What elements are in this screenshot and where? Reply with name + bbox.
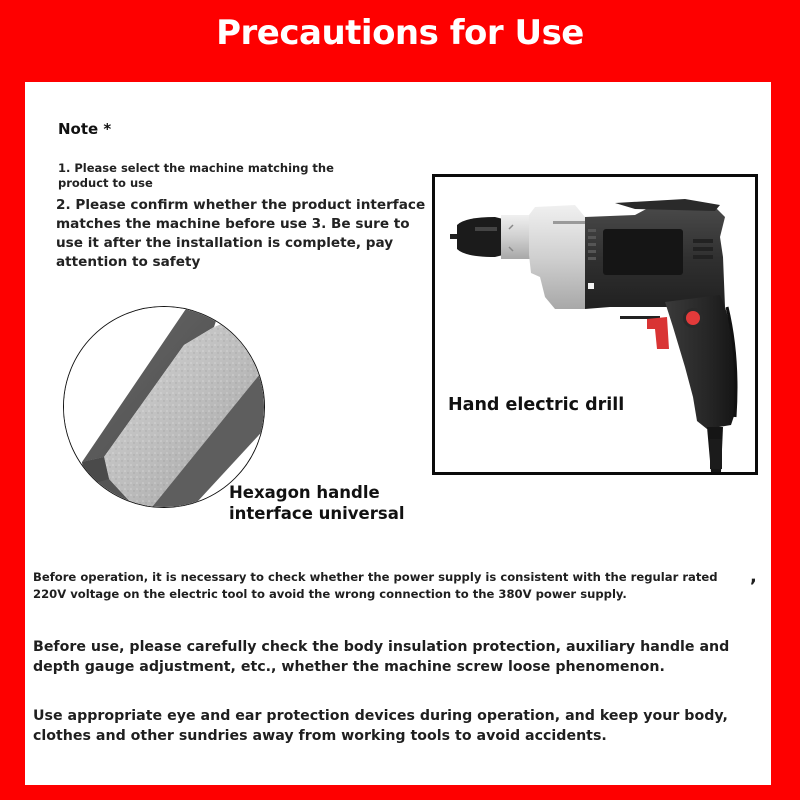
precaution-power-supply: Before operation, it is necessary to check whether the power supply is consistent with the regular rated 220V voltage on the electric tool to avoid the wrong connection to the 380V power supply.	[33, 570, 718, 601]
note-heading: Note *	[58, 120, 112, 138]
trailing-comma: ,	[750, 566, 757, 587]
note-item-1: 1. Please select the machine matching the product to use	[58, 161, 334, 190]
electric-drill-icon	[435, 177, 755, 472]
page-title: Precautions for Use	[216, 13, 584, 53]
hexagon-shank-image	[63, 306, 265, 508]
precaution-eye-ear-protection: Use appropriate eye and ear protection devices during operation, and keep your body, clothes and other sundries away from working tools to avoid accidents.	[33, 708, 728, 744]
hexagon-shank-icon	[64, 307, 265, 508]
hexagon-handle-label: Hexagon handle interface universal	[229, 483, 405, 523]
drill-label: Hand electric drill	[448, 395, 625, 415]
content-panel	[25, 82, 771, 785]
precaution-insulation-check: Before use, please carefully check the body insulation protection, auxiliary handle and depth gauge adjustment, etc., whether the machine screw loose phenomenon.	[33, 639, 730, 675]
drill-image-frame	[432, 174, 758, 475]
note-item-2-3: 2. Please confirm whether the product interface matches the machine before use 3. Be sure to use it after the installation is complete, pay attention to safety	[56, 197, 426, 270]
